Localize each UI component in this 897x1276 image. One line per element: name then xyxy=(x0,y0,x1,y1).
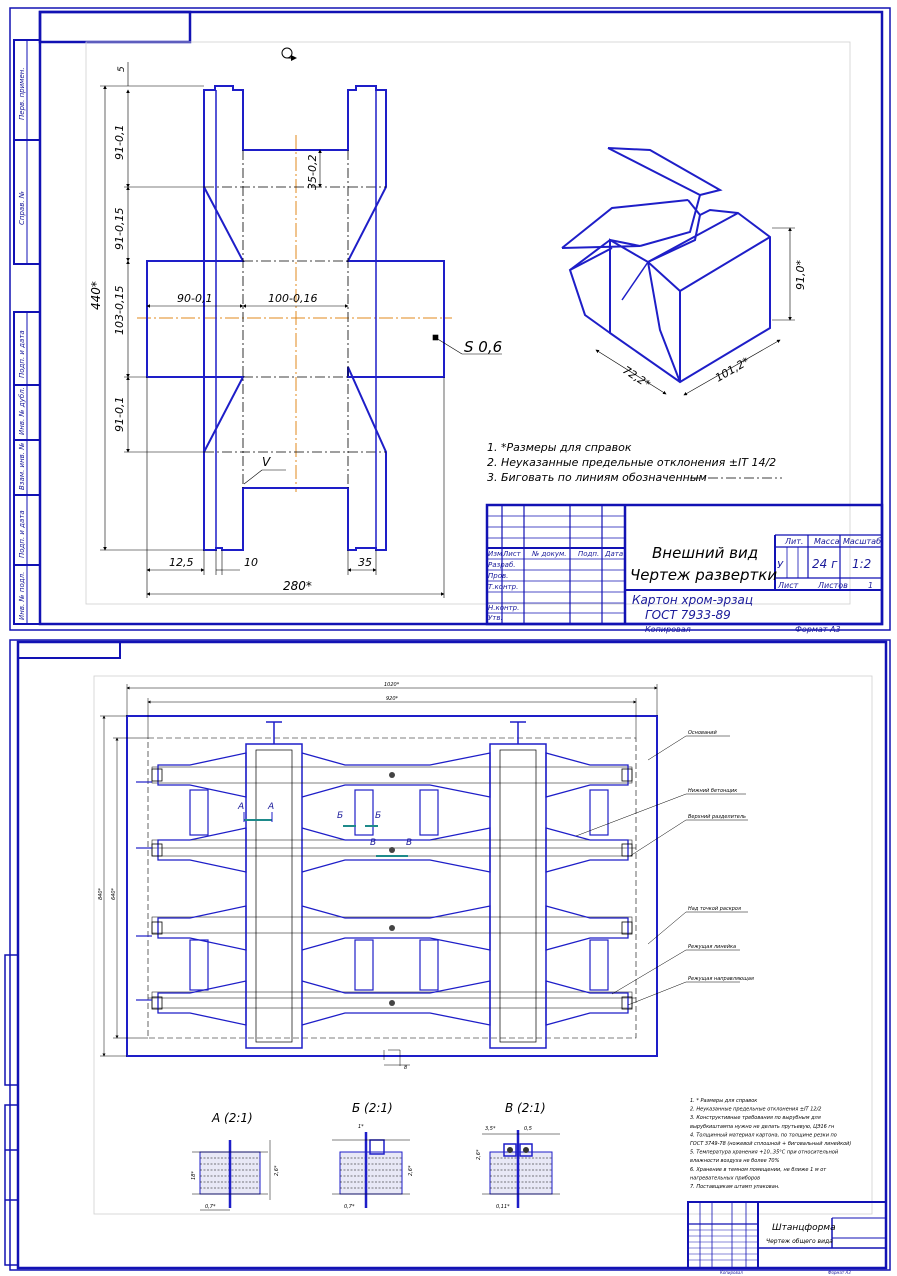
blank-flap-left xyxy=(158,981,246,1025)
blank-rivet xyxy=(389,1000,395,1006)
tb-row: Разраб. xyxy=(488,561,516,569)
leader-label: Режущая линейка xyxy=(688,944,737,950)
dim-1020: 1020* xyxy=(384,682,400,688)
section-a-drawing xyxy=(191,1140,280,1210)
dim-920: 920* xyxy=(386,696,399,702)
blank-link xyxy=(420,790,438,835)
iso-width-1: 72,2* xyxy=(620,363,653,391)
sheet-2-format: Формат А3 xyxy=(828,1270,851,1275)
dim-top-tab: 5 xyxy=(117,66,127,72)
dim-100: 100-0,16 xyxy=(268,292,318,305)
sec-a-dim2: 18* xyxy=(191,1171,197,1180)
drawing-subtitle: Чертеж развертки xyxy=(630,566,778,584)
tb-lit-header: Лит. xyxy=(785,537,804,546)
leader-label: Над точкой раскроя xyxy=(688,906,741,912)
leader-callouts xyxy=(576,736,748,1005)
dim-12-5: 12,5 xyxy=(169,556,194,569)
sidebar-label: Перв. примен. xyxy=(18,67,26,120)
sidebar-label: Подп. и дата xyxy=(18,330,26,378)
section-title-a: A (2:1) xyxy=(212,1111,253,1125)
note-line: вырубкиштампа нужно не делать прутьевую, ЦЭ16 гн xyxy=(690,1123,835,1130)
box-outline-left xyxy=(147,90,243,452)
tb-col: Дата xyxy=(605,550,624,558)
box-development xyxy=(137,86,452,550)
sec-b-dim2: 2,6* xyxy=(408,1165,414,1176)
note-line: нагревательных приборов xyxy=(690,1175,761,1182)
tb-col: Лист xyxy=(503,550,521,558)
dimensions-sheet-1 xyxy=(100,62,502,598)
sec-v-dim3: 2,6* xyxy=(476,1149,482,1160)
dim-91: 91-0,1 xyxy=(113,124,126,160)
tb-row: Н.контр. xyxy=(488,604,520,612)
section-views xyxy=(191,1101,560,1210)
tb-mass-value: 24 г xyxy=(812,557,838,571)
view-label-v: V xyxy=(262,455,271,469)
blank-column xyxy=(246,744,302,1048)
sheet-2-title: Штанцформа xyxy=(772,1223,836,1233)
sec-b-dim3: 0,7* xyxy=(344,1204,355,1210)
tb-scale-value: 1:2 xyxy=(852,557,872,571)
drawing-title: Внешний вид xyxy=(652,544,759,562)
dim-90: 90-0,1 xyxy=(177,292,213,305)
note-line: 7. Поставщикам штамп упакован. xyxy=(690,1184,780,1190)
note-line: 1. *Размеры для справок xyxy=(487,441,632,454)
thickness-label: S 0,6 xyxy=(464,338,503,356)
leader-label: Нижний бетонщик xyxy=(688,788,738,794)
blank-nick xyxy=(152,997,162,1009)
blank-nick xyxy=(152,844,162,856)
sheet-2-copied: Копировал xyxy=(720,1270,743,1275)
dimensions-sheet-2 xyxy=(100,684,657,1066)
sheet-1-outer-border xyxy=(10,8,890,630)
tb-col: Изм xyxy=(488,550,503,558)
cut-label-a: А xyxy=(238,802,245,812)
note-line: 6. Хранение в темном помещении, не ближе 1 м от xyxy=(690,1166,827,1173)
tb-col: Подп. xyxy=(578,550,600,558)
sidebar-label: Взам. инв. № xyxy=(18,442,26,490)
rotation-symbol xyxy=(282,48,296,58)
cut-label-b: Б xyxy=(337,811,344,821)
blank-link xyxy=(190,940,208,990)
tb-row: Утв. xyxy=(488,614,503,622)
fold-lines xyxy=(204,150,386,488)
note-line: 1. * Размеры для справок xyxy=(690,1098,758,1104)
note-line: 3. Биговать по линиям обозначенным xyxy=(487,471,707,484)
sec-v-dim4: 0,11* xyxy=(496,1204,510,1210)
sidebar-label: Инв. № подл. xyxy=(18,571,26,620)
dim-840: 840* xyxy=(98,887,104,900)
section-v-drawing xyxy=(476,1126,560,1210)
sheet-1 xyxy=(10,8,890,634)
sheet-1-notes xyxy=(487,441,782,484)
cut-label-a: А xyxy=(268,802,275,812)
blank-rivet xyxy=(389,925,395,931)
tb-listov: Листов xyxy=(818,581,848,590)
sidebar-label: Справ. № xyxy=(18,190,26,225)
blank-nick xyxy=(622,997,632,1009)
blank-flap-middle xyxy=(302,906,490,950)
blank-link xyxy=(420,940,438,990)
note-line: 2. Неуказанные предельные отклонения ±IT 14/2 xyxy=(487,456,777,469)
blank-link xyxy=(190,790,208,835)
sec-a-dim3: 0,7* xyxy=(205,1204,216,1210)
sheet-2-notes xyxy=(690,1098,851,1190)
sec-a-dim: 2,6* xyxy=(274,1165,280,1176)
tb-lit-value: У xyxy=(777,560,784,571)
tb-row: Т.контр. xyxy=(488,583,519,591)
dim-640: 640* xyxy=(111,887,117,900)
dim-280: 280* xyxy=(283,579,312,593)
sheet-2-title-block xyxy=(688,1202,886,1268)
material: Картон хром-эрзац xyxy=(632,593,754,607)
die-blanks xyxy=(136,722,632,1048)
sec-v-dim: 3,5* xyxy=(485,1126,496,1132)
tb-row: Пров. xyxy=(488,572,509,580)
blank-link xyxy=(355,790,373,835)
sheet-2-subtitle: Чертеж общего вида xyxy=(766,1238,833,1245)
sheet-2-sidebar xyxy=(5,955,18,1265)
sec-v-dim2: 0,5 xyxy=(524,1126,532,1132)
dim-10: 10 xyxy=(244,556,258,569)
dim-35: 35-0,2 xyxy=(306,154,319,190)
leader-texts xyxy=(688,730,754,982)
section-title-b: Б (2:1) xyxy=(352,1101,393,1115)
leader-label: Оснований xyxy=(688,730,717,736)
blank-nick xyxy=(152,769,162,781)
material-standard: ГОСТ 7933-89 xyxy=(645,608,731,622)
blank-link xyxy=(590,940,608,990)
note-line: ГОСТ 3749-78 (ножевой сплошной + биговальный линейкой) xyxy=(690,1141,852,1147)
blank-flap-left xyxy=(158,906,246,950)
blank-nick xyxy=(622,769,632,781)
blank-flap-right xyxy=(546,828,628,872)
tb-format: Формат А3 xyxy=(795,625,841,634)
note-line: влажности воздуха не более 70% xyxy=(690,1158,780,1165)
blank-rivet xyxy=(389,847,395,853)
sec-b-dim: 1* xyxy=(358,1124,364,1130)
blank-nick xyxy=(622,922,632,934)
blank-link xyxy=(590,790,608,835)
dim-103: 103-0,15 xyxy=(113,285,126,335)
tb-list: Лист xyxy=(778,581,799,590)
dim-b: 8 xyxy=(404,1065,408,1071)
isometric-dim-texts xyxy=(620,260,807,392)
iso-height: 91,0* xyxy=(794,260,807,290)
blank-link xyxy=(355,940,373,990)
tb-listov-n: 1 xyxy=(868,581,874,590)
leader-label: Верхний разделитель xyxy=(688,814,747,820)
cut-label-b: Б xyxy=(375,811,382,821)
dim-91b: 91-0,1 xyxy=(113,396,126,432)
note-line: 4. Толщинный материал картона, по толщине резки по xyxy=(690,1132,837,1139)
cut-label-v: В xyxy=(370,838,377,848)
note-line: 3. Конструктивные требования по вырубным для xyxy=(690,1115,821,1122)
cut-label-v: В xyxy=(406,838,413,848)
section-title-v: В (2:1) xyxy=(505,1101,546,1115)
sheet-1-drawing-area xyxy=(86,42,850,604)
note-line: 5. Температура хранения +10..35°С при относительной xyxy=(690,1149,839,1156)
tb-copied: Копировал xyxy=(645,625,691,634)
tb-mass-header: Масса xyxy=(814,537,840,546)
dim-440: 440* xyxy=(89,281,103,310)
sidebar-label: Подп. и дата xyxy=(18,510,26,558)
sheet-2 xyxy=(5,640,890,1275)
blank-flap-right xyxy=(546,981,628,1025)
dim-35b: 35 xyxy=(358,556,372,569)
blank-flap-middle xyxy=(302,981,490,1025)
blank-flap-right xyxy=(546,906,628,950)
dim-91-15: 91-0,15 xyxy=(113,207,126,250)
sidebar-label: Инв. № дубл. xyxy=(18,387,26,435)
blank-rivet xyxy=(389,772,395,778)
sheet-1-top-stamp xyxy=(40,12,190,42)
sheet-1-title-texts xyxy=(488,537,881,634)
sheet-2-top-stamp xyxy=(18,642,120,658)
tb-col: № докум. xyxy=(532,550,567,558)
sheet-1-sidebar xyxy=(14,40,40,624)
blank-flap-middle xyxy=(302,753,490,797)
tb-scale-header: Масштаб xyxy=(843,537,882,546)
isometric-box xyxy=(562,148,770,382)
blank-flap-middle xyxy=(302,828,490,872)
blank-flap-right xyxy=(546,753,628,797)
blank-column xyxy=(490,744,546,1048)
blank-nick xyxy=(622,844,632,856)
section-b-drawing xyxy=(332,1124,414,1210)
leader-label: Режущая направляющая xyxy=(688,976,754,982)
iso-width-2: 101,2* xyxy=(713,354,752,385)
blank-nick xyxy=(152,922,162,934)
note-line: 2. Неуказанные предельные отклонения ±IT 12/2 xyxy=(690,1106,822,1113)
